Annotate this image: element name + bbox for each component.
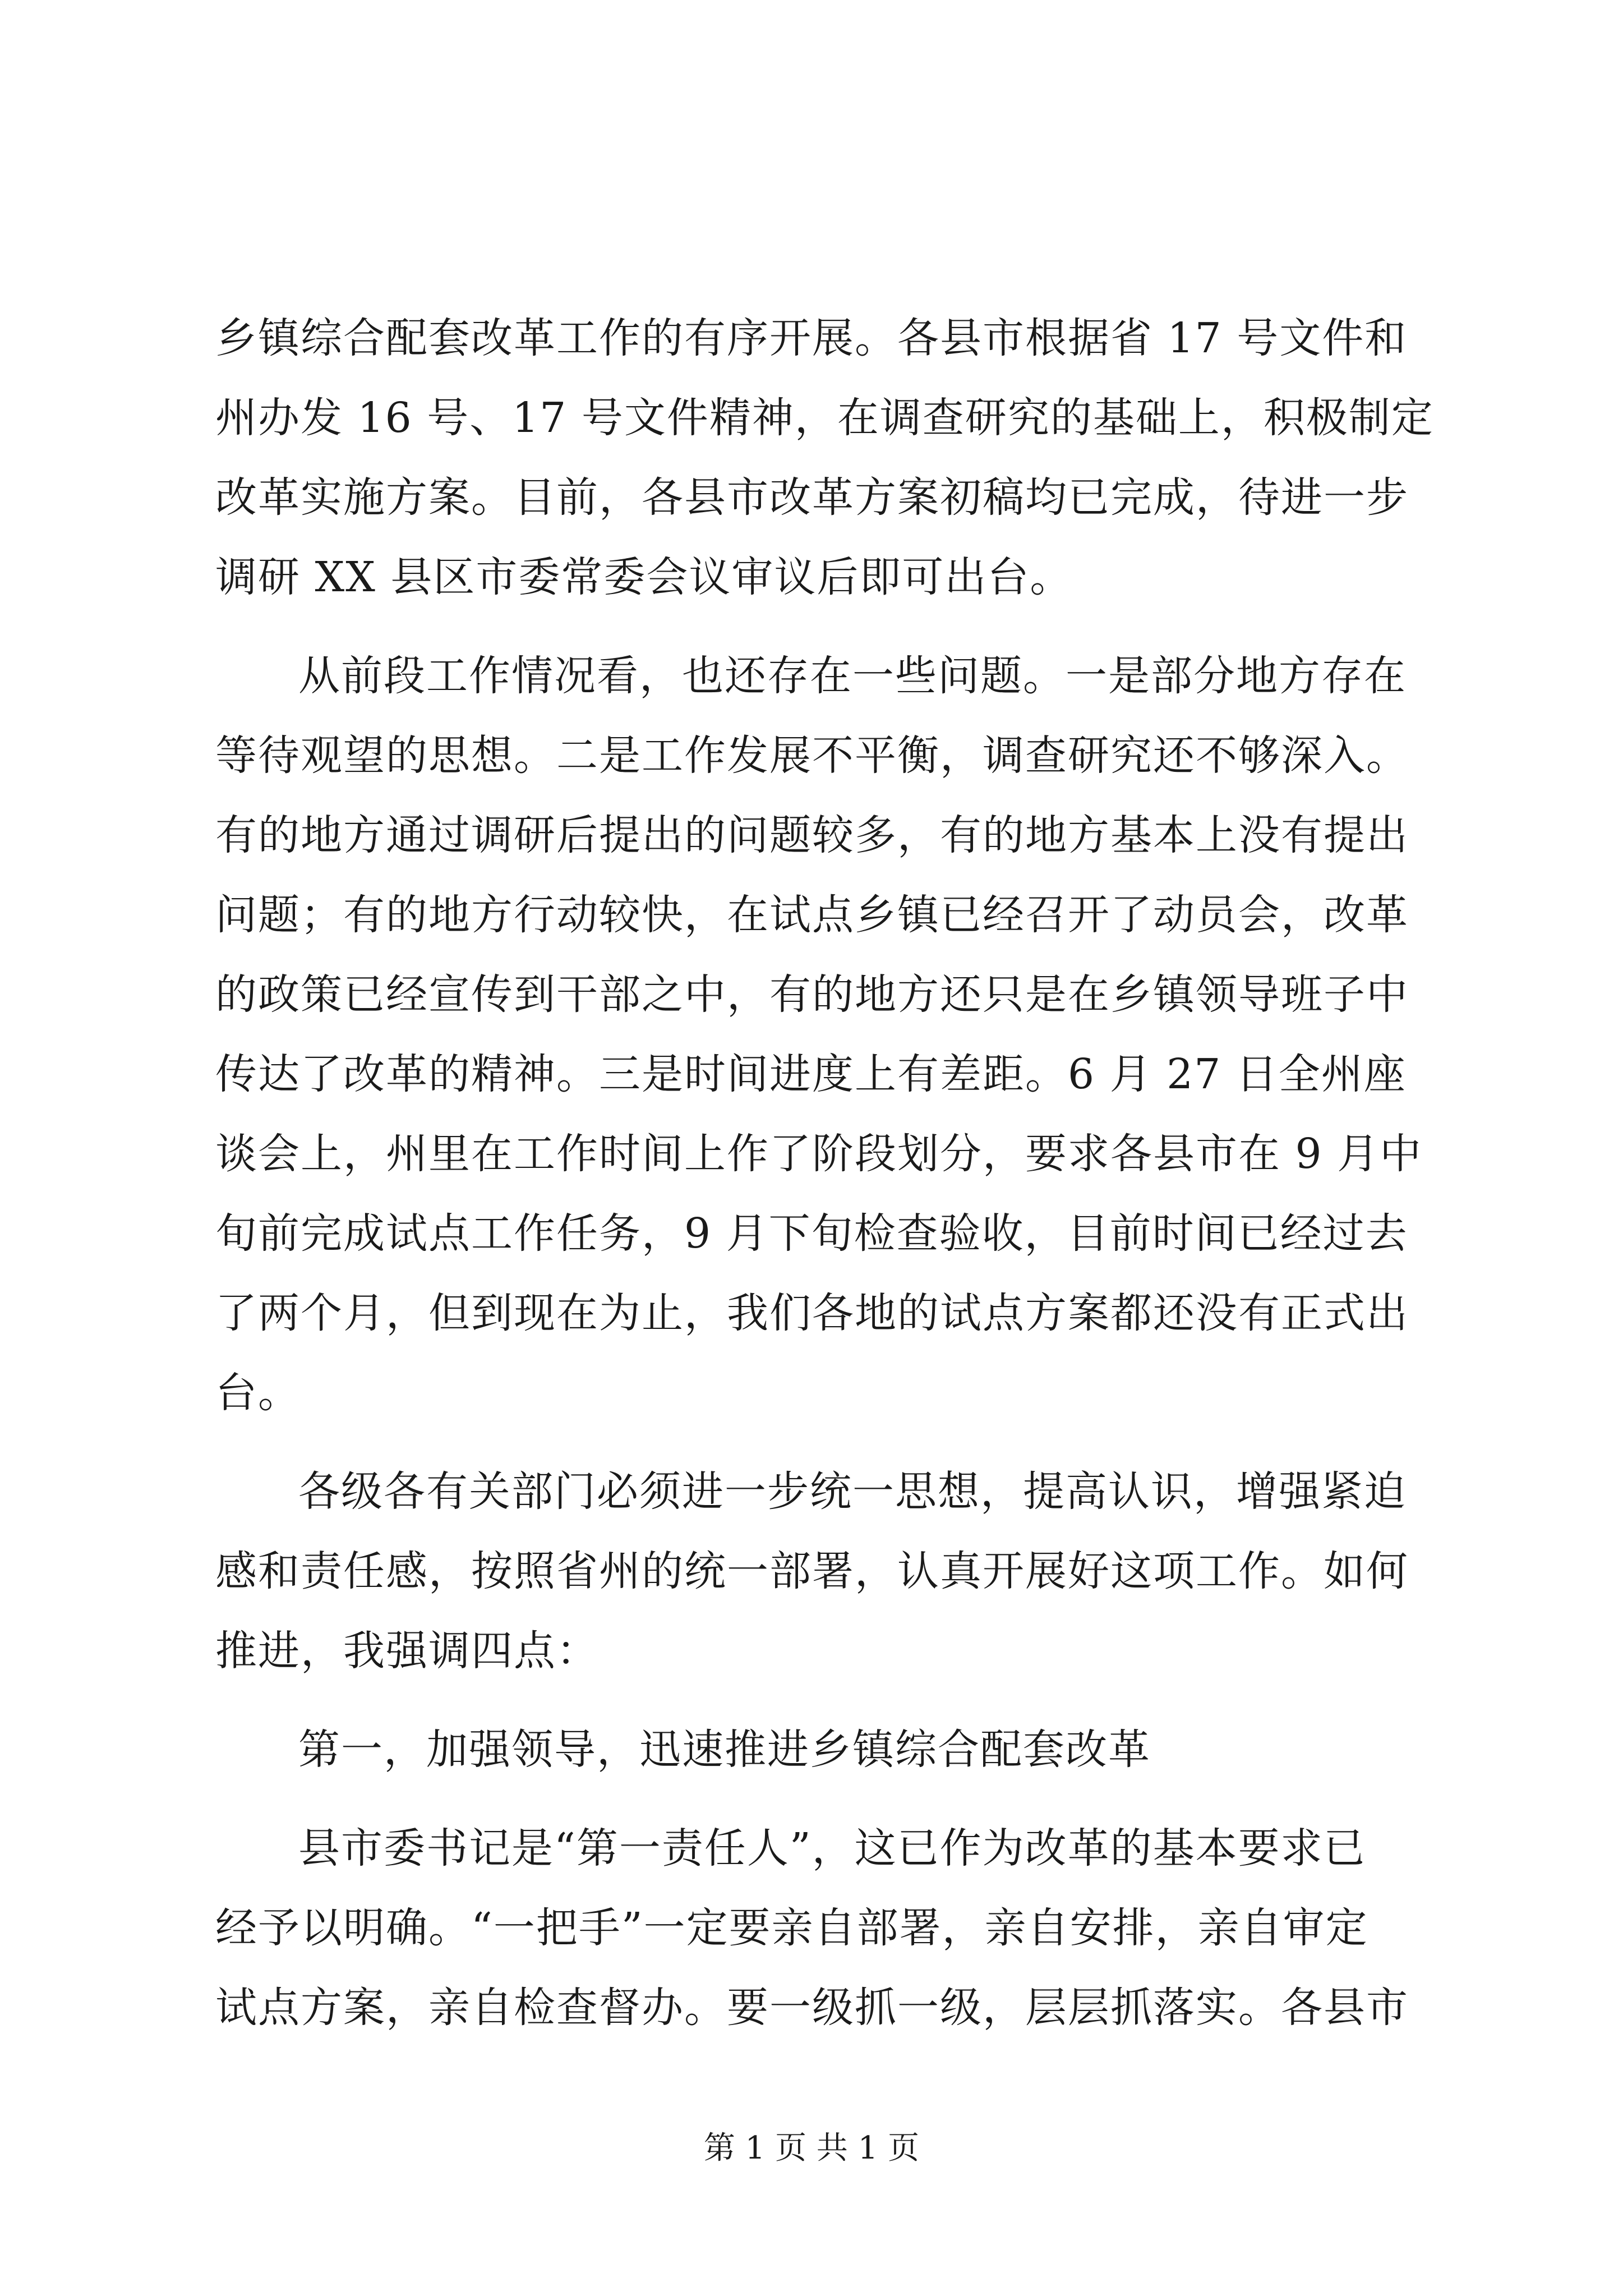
text-line: 台。 bbox=[215, 1369, 301, 1417]
paragraph bbox=[215, 636, 1421, 1433]
text-line: 各级各有关部门必须进一步统一思想，提高认识，增强紧迫 bbox=[298, 1467, 1407, 1516]
paragraph bbox=[215, 298, 1434, 617]
text-line: 问题；有的地方行动较快，在试点乡镇已经召开了动员会，改革 bbox=[215, 891, 1409, 939]
text-line: 有的地方通过调研后提出的问题较多，有的地方基本上没有提出 bbox=[215, 811, 1409, 859]
section-heading bbox=[215, 1710, 1421, 1789]
paragraph bbox=[215, 1809, 1421, 2047]
page-number-footer: 第 1 页 共 1 页 bbox=[703, 2130, 920, 2166]
text-line: 的政策已经宣传到干部之中，有的地方还只是在乡镇领导班子中 bbox=[215, 970, 1409, 1019]
text-line: 乡镇综合配套改革工作的有序开展。各县市根据省 17 号文件和 bbox=[215, 314, 1408, 362]
text-line: 县市委书记是“第一责任人”，这已作为改革的基本要求已 bbox=[298, 1824, 1366, 1872]
text-line: 试点方案，亲自检查督办。要一级抓一级，层层抓落实。各县市 bbox=[215, 1984, 1409, 2032]
text-line: 调研 XX 县区市委常委会议审议后即可出台。 bbox=[215, 553, 1073, 601]
text-line: 州办发 16 号、17 号文件精神，在调查研究的基础上，积极制定 bbox=[215, 394, 1434, 442]
text-line: 谈会上，州里在工作时间上作了阶段划分，要求各县市在 9 月中 bbox=[215, 1130, 1423, 1178]
text-line: 了两个月，但到现在为止，我们各地的试点方案都还没有正式出 bbox=[215, 1289, 1409, 1337]
text-line: 第一，加强领导，迅速推进乡镇综合配套改革 bbox=[298, 1726, 1151, 1774]
document-body bbox=[215, 298, 1434, 2047]
text-line: 经予以明确。“一把手”一定要亲自部署，亲自安排，亲自审定 bbox=[215, 1904, 1368, 1952]
text-line: 旬前完成试点工作任务，9 月下旬检查验收，目前时间已经过去 bbox=[215, 1209, 1408, 1258]
text-line: 改革实施方案。目前，各县市改革方案初稿均已完成，待进一步 bbox=[215, 473, 1409, 522]
text-line: 从前段工作情况看，也还存在一些问题。一是部分地方存在 bbox=[298, 652, 1407, 700]
text-line: 感和责任感，按照省州的统一部署，认真开展好这项工作。如何 bbox=[215, 1547, 1409, 1595]
text-line: 传达了改革的精神。三是时间进度上有差距。6 月 27 日全州座 bbox=[215, 1050, 1407, 1098]
paragraph bbox=[215, 1452, 1421, 1691]
text-line: 等待观望的思想。二是工作发展不平衡，调查研究还不够深入。 bbox=[215, 731, 1409, 780]
text-line: 推进，我强调四点： bbox=[215, 1627, 599, 1675]
